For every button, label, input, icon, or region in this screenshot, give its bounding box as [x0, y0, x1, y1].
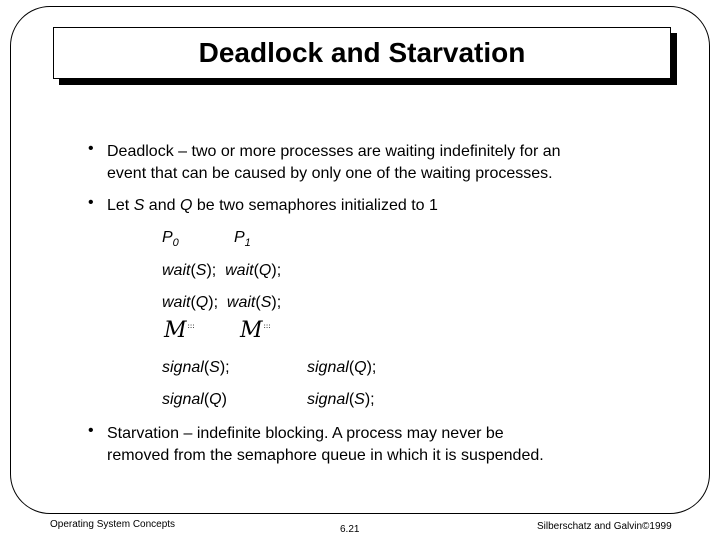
bullet-text-line: removed from the semaphore queue in which it is suspended.	[107, 447, 544, 464]
code-signal-p1-1: signal(Q);	[307, 359, 377, 376]
bullet-text-line: Starvation – indefinite blocking. A process may never be	[107, 425, 504, 442]
process-p0-label: $P_0$	[162, 229, 179, 249]
ellipsis-icon: M:::	[164, 318, 195, 343]
process-p1-label: $P_1$	[234, 229, 251, 249]
code-line-wait-2: wait(Q); wait(S);	[162, 294, 282, 311]
bullet-text-line: event that can be caused by only one of the waiting processes.	[107, 165, 553, 182]
footer-page-number: 6.21	[340, 524, 360, 535]
footer-authors: Silberschatz and Galvin©1999	[537, 521, 672, 532]
code-signal-p0-2: signal(Q)	[162, 391, 227, 408]
bullet-starvation	[107, 423, 544, 467]
ellipsis-icon: M:::	[240, 318, 271, 343]
slide-title: Deadlock and Starvation	[198, 37, 526, 68]
code-signal-p1-2: signal(S);	[307, 391, 375, 408]
bullet-dot: •	[88, 194, 94, 211]
bullet-semaphores: Let S and Q be two semaphores initialized to 1	[107, 197, 438, 214]
bullet-text-line: Deadlock – two or more processes are waiting indefinitely for an	[107, 143, 561, 160]
bullet-dot: •	[88, 422, 94, 439]
bullet-dot: •	[88, 140, 94, 157]
code-signal-p0-1: signal(S);	[162, 359, 230, 376]
footer-course: Operating System Concepts	[50, 519, 176, 530]
bullet-deadlock	[107, 141, 561, 185]
title-box	[53, 27, 671, 79]
code-line-wait-1: wait(S); wait(Q);	[162, 262, 282, 279]
